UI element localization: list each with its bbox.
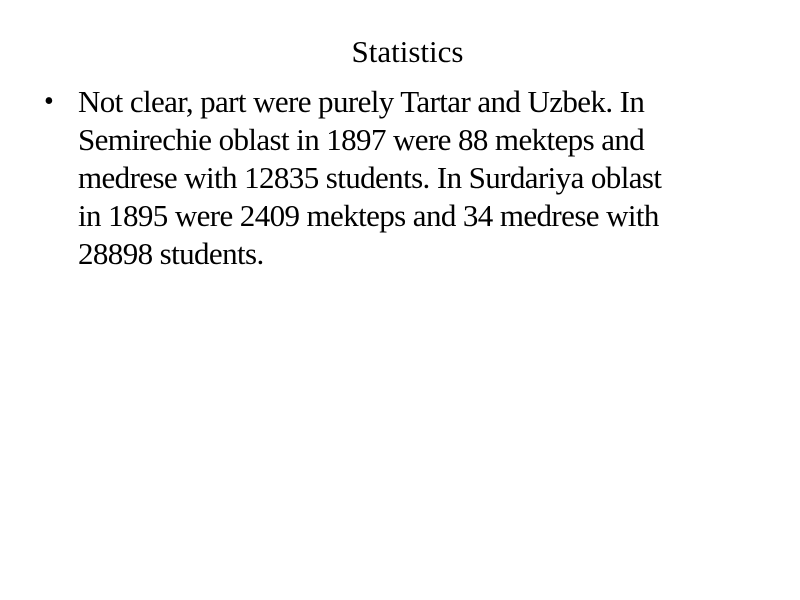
slide-title: Statistics	[351, 34, 464, 69]
bullet-item	[40, 83, 680, 273]
bullet-dot-icon: •	[44, 86, 54, 117]
bullet-list	[40, 83, 680, 273]
bullet-text: Not clear, part were purely Tartar and Uzbek. In Semirechie oblast in 1897 were 88 mekteps and medrese with 12835 students. In Surdariya oblast in 1895 were 2409 mekteps and 34 medrese with 28898 students.	[78, 84, 662, 271]
